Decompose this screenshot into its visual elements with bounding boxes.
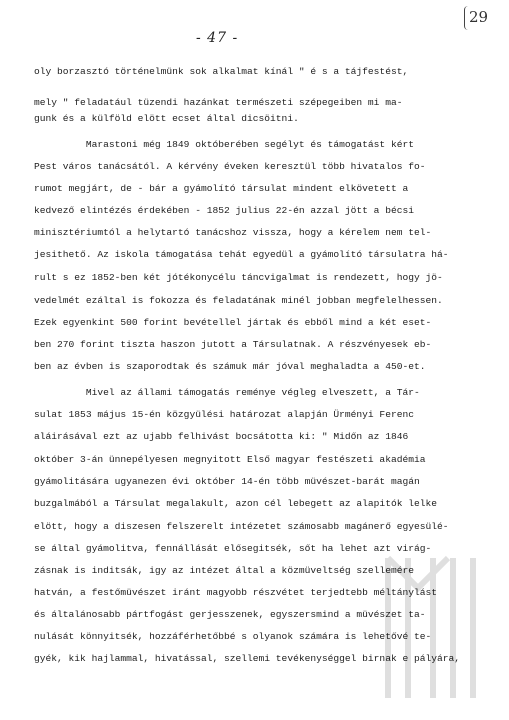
- text-line: aláirásával ezt az ujabb felhivást bocsátotta ki: " Midőn az 1846: [34, 431, 409, 442]
- text-line: oly borzasztó történelmünk sok alkalmat kínál " é s a tájfestést,: [34, 66, 409, 77]
- text-line: rumot megjárt, de - bár a gyámolító társulat mindent elkövetett a: [34, 183, 409, 194]
- text-line: Mivel az állami támogatás reménye végleg elveszett, a Tár-: [34, 387, 420, 398]
- text-line: gyámolitására ugyanezen évi október 14-én több müvészet-barát magán: [34, 476, 420, 487]
- text-line: és általánosabb pártfogást gerjesszenek, egyszersmind a müvészet ta-: [34, 609, 426, 620]
- text-line: hatván, a festőmüvészet iránt magyobb részvétet terjedtebb méltánylást: [34, 587, 438, 598]
- text-line: ben 270 forint tiszta haszon jutott a Társulatnak. A részvényesek eb-: [34, 339, 432, 350]
- text-line: nulását könnyitsék, hozzáférhetőbbé s olyanok számára is lehetővé te-: [34, 631, 432, 642]
- text-line: október 3-án ünnepélyesen megnyitott Első magyar festészeti akadémia: [34, 454, 426, 465]
- archive-page-number: 29: [469, 8, 489, 26]
- page-number: - 47 -: [196, 30, 239, 46]
- text-line: rult s ez 1852-ben két jótékonycélu táncvigalmat is rendezett, hogy jö-: [34, 272, 443, 283]
- text-line: Ezek egyenkint 500 forint bevétellel jártak és ebből mind a két eset-: [34, 317, 432, 328]
- text-line: minisztériumtól a helytartó tanácshoz vissza, hogy a kérelem nem tel-: [34, 227, 432, 238]
- text-line: jesithető. Az iskola támogatása tehát egyedül a gyámolító társulatra há-: [34, 249, 449, 260]
- text-line: elött, hogy a diszesen felszerelt intézetet számosabb magánerő egyesülé-: [34, 521, 449, 532]
- text-line: kedvező elintézés érdekében - 1852 julius 22-én azzal jött a bécsi: [34, 205, 414, 216]
- text-line: sulat 1853 május 15-én közgyülési határozat alapján Ürményi Ferenc: [34, 409, 414, 420]
- text-line: zásnak is inditsák, igy az intézet által a közmüveltség szellemére: [34, 565, 414, 576]
- text-line: ben az évben is szaporodtak és számuk már jóval meghaladta a 450-et.: [34, 361, 426, 372]
- text-line: mely " feladatául tüzendi hazánkat természeti szépegeiben mi ma-: [34, 97, 403, 108]
- text-line: vedelmét ezáltal is fokozza és feladatának minél jobban megfelelhessen.: [34, 295, 443, 306]
- text-line: Pest város tanácsától. A kérvény éveken keresztül több hivatalos fo-: [34, 161, 426, 172]
- text-line: Marastoni még 1849 októberében segélyt és támogatást kért: [34, 139, 414, 150]
- text-line: gyék, kik hajlammal, hivatással, szellemi tevékenységgel birnak e pályára,: [34, 653, 461, 664]
- text-line: buzgalmából a Társulat megalakult, azon cél lebegett az alapitók lelke: [34, 498, 438, 509]
- text-line: se által gyámolitva, fennállását elősegitsék, sőt ha lehet azt virág-: [34, 543, 432, 554]
- text-line: gunk és a külföld elött ecset által dicsöitni.: [34, 113, 299, 124]
